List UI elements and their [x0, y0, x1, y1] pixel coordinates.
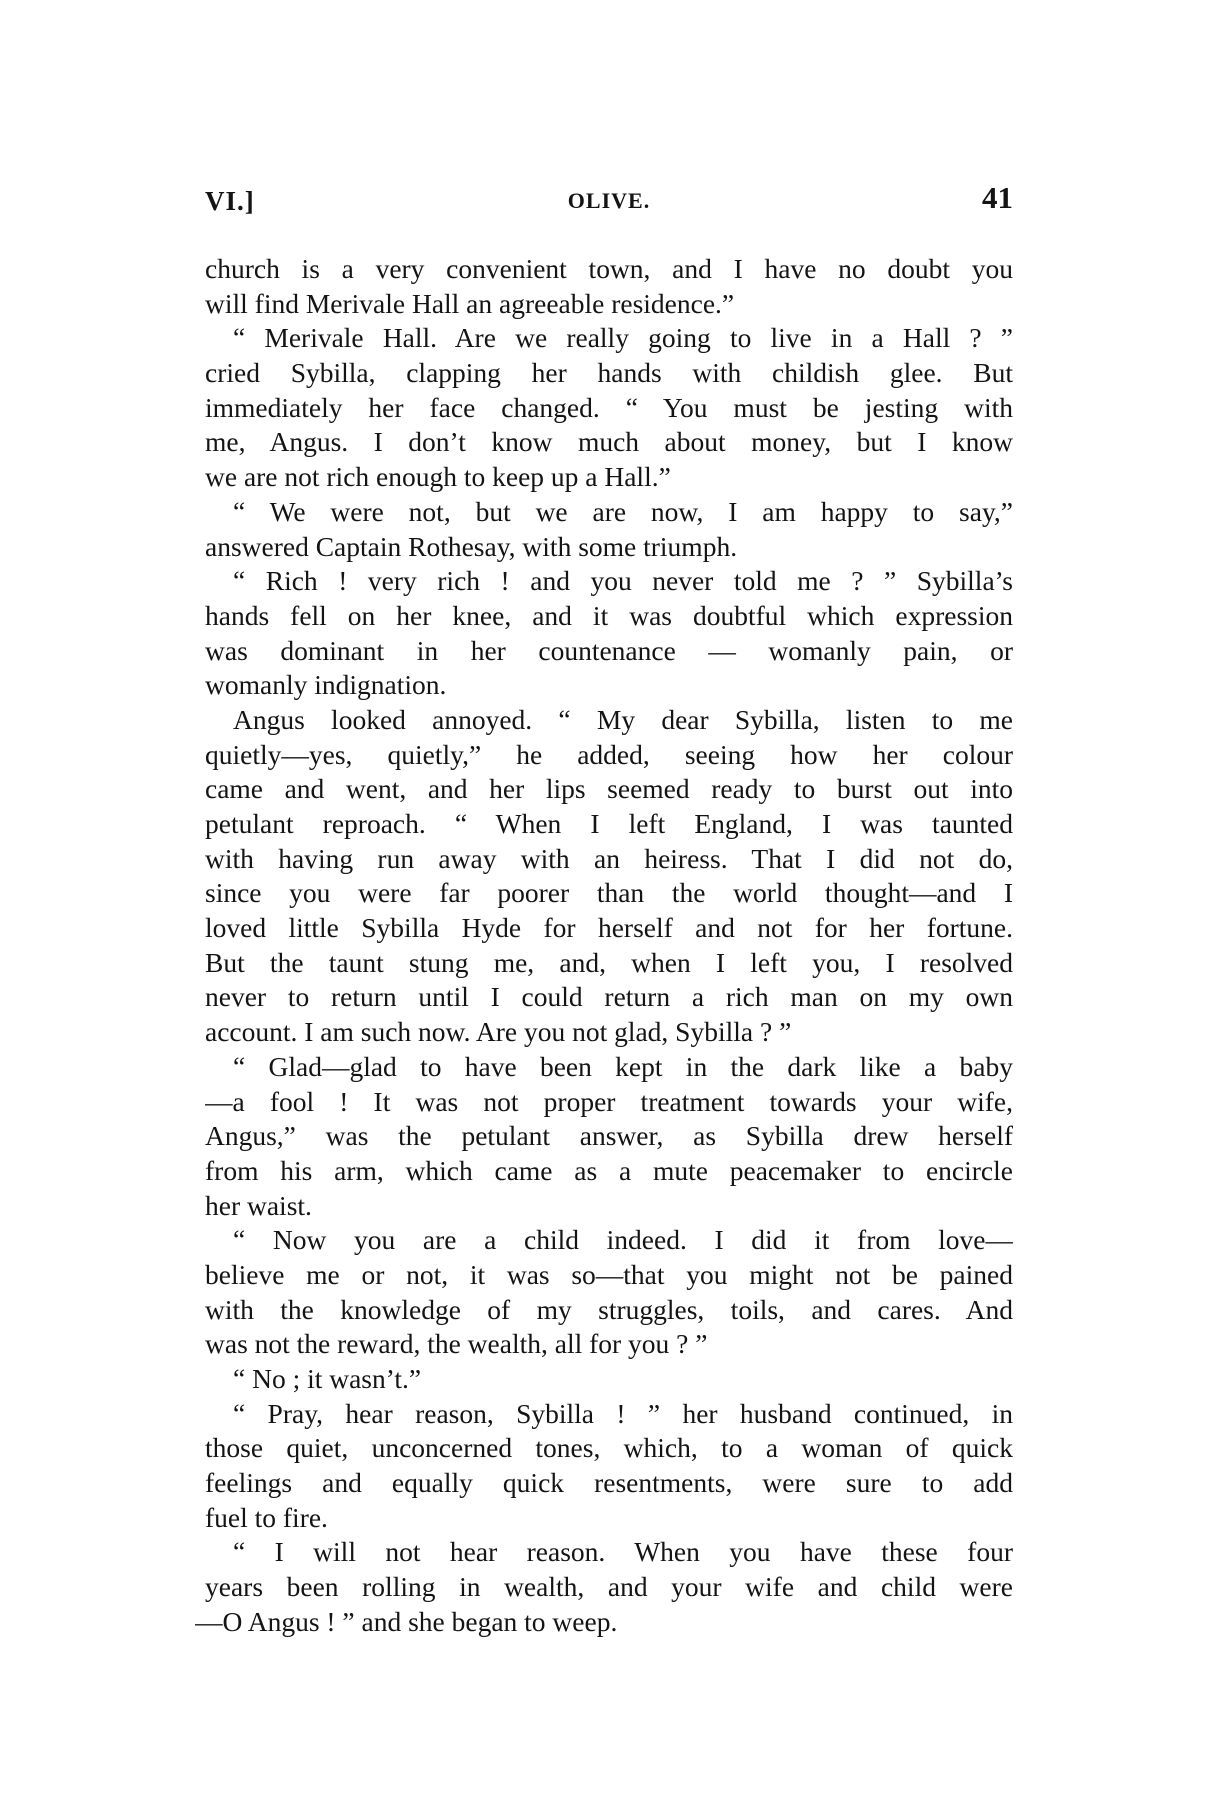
text-line: with having run away with an heiress. That I did not do,	[205, 842, 1013, 874]
text-line: answered Captain Rothesay, with some triumph.	[205, 530, 738, 562]
text-line: quietly—yes, quietly,” he added, seeing how her colour	[205, 738, 1013, 770]
text-line: loved little Sybilla Hyde for herself and not for her fortune.	[205, 912, 1013, 944]
text-line: with the knowledge of my struggles, toils, and cares. And	[205, 1293, 1013, 1325]
text-line: church is a very convenient town, and I have no doubt you	[205, 253, 1013, 284]
text-line: will find Merivale Hall an agreeable residence.”	[205, 287, 735, 319]
body-text	[195, 252, 1013, 1640]
text-line: immediately her face changed. “ You must be jesting with	[205, 391, 1013, 423]
text-line: “ Merivale Hall. Are we really going to live in a Hall ? ”	[233, 322, 1013, 354]
text-line: “ Glad—glad to have been kept in the dark like a baby	[233, 1050, 1013, 1082]
text-line: “ Pray, hear reason, Sybilla ! ” her husband continued, in	[233, 1397, 1013, 1429]
chapter-number: VI.]	[205, 186, 255, 216]
running-head	[205, 180, 1013, 220]
text-line: was not the reward, the wealth, all for you ? ”	[205, 1328, 708, 1360]
text-line: years been rolling in wealth, and your wife and child were	[205, 1571, 1013, 1603]
text-line: her waist.	[205, 1189, 312, 1221]
text-line: feelings and equally quick resentments, were sure to add	[205, 1467, 1013, 1499]
text-line: never to return until I could return a rich man on my own	[205, 981, 1013, 1013]
text-line: But the taunt stung me, and, when I left you, I resolved	[205, 946, 1013, 978]
text-line: womanly indignation.	[205, 669, 447, 701]
text-line: —a fool ! It was not proper treatment towards your wife,	[205, 1085, 1013, 1117]
text-line: “ I will not hear reason. When you have these four	[233, 1536, 1013, 1568]
text-line: hands fell on her knee, and it was doubtful which expression	[205, 599, 1013, 631]
text-line: account. I am such now. Are you not glad, Sybilla ? ”	[205, 1016, 792, 1048]
text-line: we are not rich enough to keep up a Hall.”	[205, 461, 671, 493]
text-line: was dominant in her countenance — womanly pain, or	[205, 634, 1013, 666]
text-line: came and went, and her lips seemed ready to burst out into	[205, 773, 1013, 805]
text-line: those quiet, unconcerned tones, which, to a woman of quick	[205, 1432, 1013, 1464]
text-line: cried Sybilla, clapping her hands with childish glee. But	[205, 357, 1013, 389]
text-line: since you were far poorer than the world thought—and I	[205, 877, 1013, 909]
page-number: 41	[982, 180, 1013, 215]
text-line: Angus,” was the petulant answer, as Sybilla drew herself	[205, 1120, 1013, 1152]
running-title: OLIVE.	[567, 188, 651, 213]
text-line: “ We were not, but we are now, I am happy to say,”	[233, 495, 1013, 527]
text-line: believe me or not, it was so—that you might not be pained	[205, 1258, 1013, 1290]
text-line: me, Angus. I don’t know much about money, but I know	[205, 426, 1013, 458]
text-line: “ Now you are a child indeed. I did it from love—	[233, 1224, 1013, 1256]
text-line: Angus looked annoyed. “ My dear Sybilla, listen to me	[233, 703, 1013, 735]
text-line: fuel to fire.	[205, 1501, 328, 1533]
text-line: —O Angus ! ” and she began to weep.	[195, 1605, 618, 1637]
text-line: petulant reproach. “ When I left England, I was taunted	[205, 808, 1013, 839]
text-line: “ Rich ! very rich ! and you never told me ? ” Sybilla’s	[233, 565, 1013, 597]
text-line: from his arm, which came as a mute peacemaker to encircle	[205, 1154, 1013, 1186]
text-line: “ No ; it wasn’t.”	[233, 1363, 422, 1394]
